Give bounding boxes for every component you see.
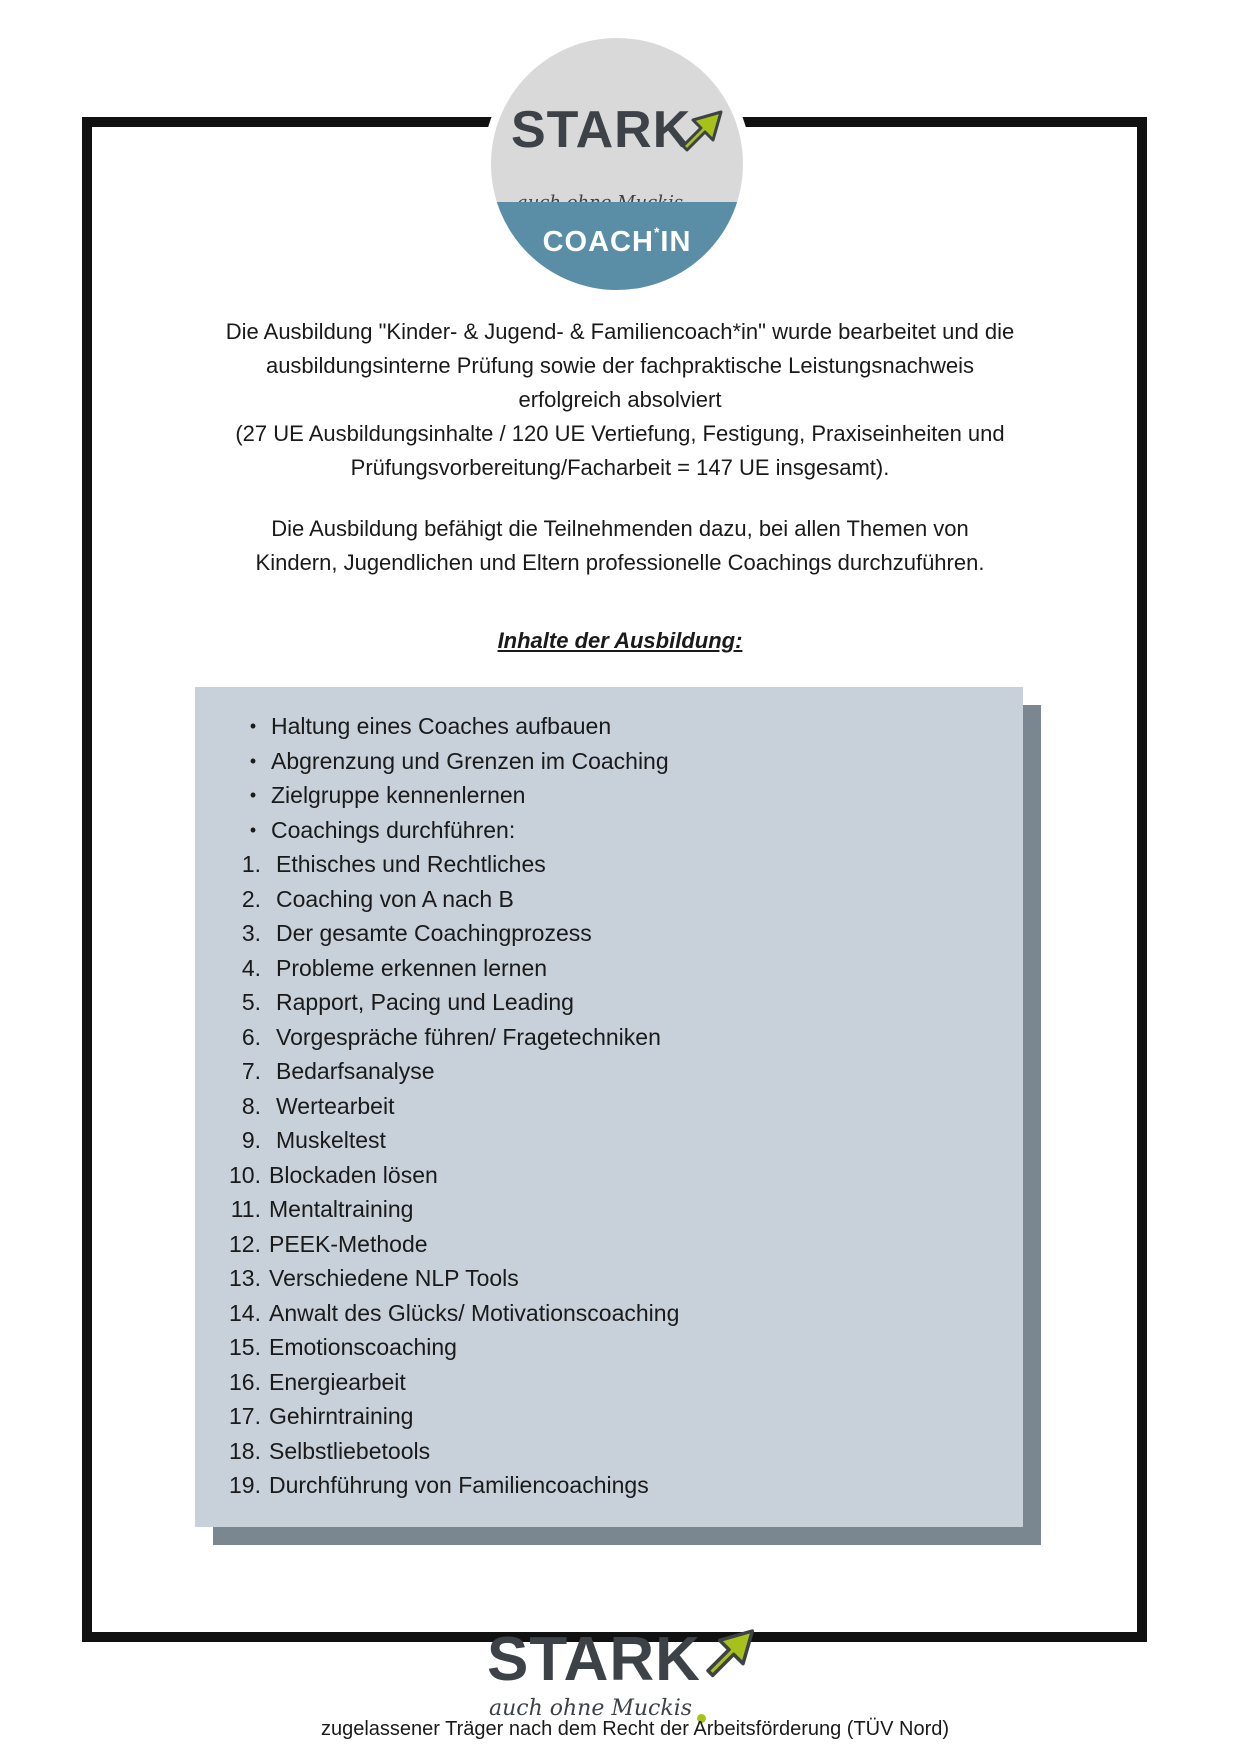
- coach-badge: [491, 38, 743, 290]
- item-text: Vorgespräche führen/ Fragetechniken: [276, 1023, 661, 1050]
- item-text: Energiearbeit: [269, 1368, 406, 1395]
- item-number: 9.: [241, 1127, 261, 1153]
- item-number: 8.: [241, 1092, 261, 1119]
- capability-line: Die Ausbildung befähigt die Teilnehmenden dazu, bei allen Themen von: [271, 516, 969, 541]
- item-number: 7.: [241, 1058, 261, 1084]
- numbered-item: [195, 951, 1015, 986]
- item-number: 2.: [241, 885, 261, 912]
- arrow-icon: [701, 1626, 757, 1678]
- badge-label: COACH*IN: [542, 223, 692, 258]
- capability-line: Kindern, Jugendlichen und Eltern professionelle Coachings durchzuführen.: [255, 550, 985, 575]
- item-number: 13.: [229, 1265, 261, 1291]
- capability-paragraph: [160, 512, 1080, 580]
- numbered-item: [195, 882, 1015, 917]
- bullet-item: [195, 709, 1015, 744]
- intro-line: (27 UE Ausbildungsinhalte / 120 UE Vertiefung, Festigung, Praxiseinheiten und: [235, 421, 1005, 446]
- brand-wordmark: STARK: [487, 1625, 701, 1694]
- intro-line: Die Ausbildung "Kinder- & Jugend- & Familiencoach*in" wurde bearbeitet und die: [225, 319, 1015, 344]
- item-number: 11.: [230, 1196, 261, 1222]
- bullet-item: [195, 778, 1015, 813]
- item-text: Ethisches und Rechtliches: [276, 851, 546, 877]
- bullet-text: Haltung eines Coaches aufbauen: [271, 713, 612, 739]
- item-text: Emotionscoaching: [269, 1334, 457, 1360]
- item-number: 19.: [229, 1472, 261, 1498]
- stark-logo-top: [511, 100, 731, 210]
- numbered-item: [195, 1468, 1015, 1503]
- intro-line: erfolgreich absolviert: [518, 387, 722, 412]
- numbered-item: [195, 847, 1015, 882]
- footer-note: zugelassener Träger nach dem Recht der Arbeitsförderung (TÜV Nord): [320, 1718, 950, 1740]
- numbered-item: [195, 1330, 1015, 1365]
- bullet-marker: •: [249, 716, 257, 736]
- item-text: Durchführung von Familiencoachings: [269, 1472, 649, 1498]
- content-panel: [195, 687, 1023, 1527]
- item-text: PEEK-Methode: [269, 1230, 428, 1257]
- item-text: Wertearbeit: [276, 1092, 395, 1119]
- brand-tagline: auch ohne Muckis: [489, 1696, 693, 1721]
- intro-line: ausbildungsinterne Prüfung sowie der fachpraktische Leistungsnachweis: [265, 353, 975, 378]
- badge-band: [491, 202, 743, 290]
- bullet-marker: •: [249, 819, 257, 840]
- item-text: Verschiedene NLP Tools: [269, 1265, 519, 1291]
- bullet-marker: •: [249, 750, 257, 771]
- content-list: [195, 709, 1015, 1503]
- item-number: 5.: [241, 989, 261, 1015]
- bullet-text: Abgrenzung und Grenzen im Coaching: [271, 747, 669, 774]
- item-number: 3.: [241, 920, 261, 946]
- numbered-item: [195, 985, 1015, 1020]
- item-number: 15.: [229, 1334, 261, 1360]
- numbered-item: [195, 1261, 1015, 1296]
- numbered-item: [195, 1296, 1015, 1331]
- numbered-item: [195, 1158, 1015, 1193]
- item-number: 4.: [241, 954, 261, 981]
- item-number: 16.: [229, 1368, 261, 1395]
- bullet-text: Coachings durchführen:: [271, 816, 516, 843]
- item-text: Blockaden lösen: [269, 1161, 438, 1188]
- item-text: Probleme erkennen lernen: [276, 954, 548, 981]
- item-number: 10.: [229, 1161, 261, 1188]
- item-text: Der gesamte Coachingprozess: [276, 920, 592, 946]
- numbered-item: [195, 1123, 1015, 1158]
- numbered-item: [195, 1089, 1015, 1124]
- numbered-item: [195, 1054, 1015, 1089]
- item-text: Selbstliebetools: [269, 1437, 431, 1464]
- bullet-item: [195, 744, 1015, 779]
- item-text: Rapport, Pacing und Leading: [276, 989, 574, 1015]
- item-text: Mentaltraining: [269, 1196, 414, 1222]
- item-text: Anwalt des Glücks/ Motivationscoaching: [269, 1299, 680, 1326]
- bullet-item: [195, 813, 1015, 848]
- numbered-item: [195, 1434, 1015, 1469]
- numbered-item: [195, 1227, 1015, 1262]
- item-text: Muskeltest: [276, 1127, 386, 1153]
- item-text: Coaching von A nach B: [276, 885, 514, 912]
- item-number: 1.: [241, 851, 261, 877]
- numbered-item: [195, 1192, 1015, 1227]
- item-number: 17.: [229, 1403, 261, 1429]
- item-number: 12.: [229, 1230, 261, 1257]
- numbered-item: [195, 1365, 1015, 1400]
- arrow-icon: [677, 108, 725, 152]
- item-number: 6.: [241, 1023, 261, 1050]
- intro-paragraph: [160, 315, 1080, 485]
- brand-wordmark: STARK: [511, 101, 692, 159]
- item-number: 14.: [229, 1299, 261, 1326]
- intro-line: Prüfungsvorbereitung/Facharbeit = 147 UE insgesamt).: [350, 455, 890, 480]
- section-title: Inhalte der Ausbildung:: [497, 628, 743, 653]
- numbered-item: [195, 1020, 1015, 1055]
- bullet-text: Zielgruppe kennenlernen: [271, 782, 526, 808]
- item-text: Gehirntraining: [269, 1403, 414, 1429]
- numbered-item: [195, 916, 1015, 951]
- bullet-marker: •: [249, 785, 257, 805]
- item-text: Bedarfsanalyse: [276, 1058, 435, 1084]
- item-number: 18.: [229, 1437, 261, 1464]
- numbered-item: [195, 1399, 1015, 1434]
